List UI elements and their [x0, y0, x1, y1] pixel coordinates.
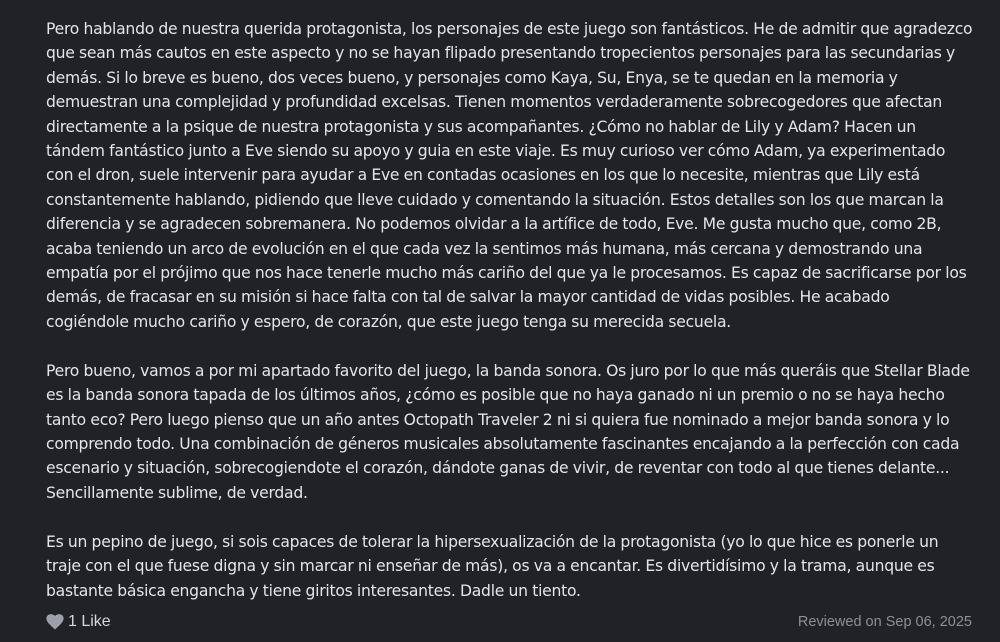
review-footer: [46, 610, 972, 634]
review-paragraph: Pero bueno, vamos a por mi apartado favorito del juego, la banda sonora. Os juro por lo que más queráis que Stellar Blade es la banda sonora tapada de los últimos años, ¿cómo es posible que no haya ganado ni un premio o no se haya hecho tanto eco? Pero luego pienso que un año antes Octopath Traveler 2 ni si quiera fue nominado a mejor banda sonora y lo comprendo todo. Una combinación de géneros musicales absolutamente fascinantes encajando a la perfección con cada escenario y situación, sobrecogiendote el corazón, dándote ganas de vivir, de reventar con todo al que tienes delante... Sencillamente sublime, de verdad.: [46, 361, 970, 502]
like-count: 1 Like: [68, 613, 111, 630]
review-body: [46, 17, 976, 603]
like-button[interactable]: [46, 613, 111, 631]
review-paragraph: Es un pepino de juego, si sois capaces de tolerar la hipersexualización de la protagonista (yo lo que hice es ponerle un traje con el que fuese digna y sin marcar ni enseñar de más), os va a encantar. Es divertidísimo y la trama, aunque es bastante básica engancha y tiene giritos interesantes. Dadle un tiento.: [46, 532, 939, 600]
heart-icon: [46, 614, 64, 630]
reviewed-date: Reviewed on Sep 06, 2025: [797, 614, 972, 630]
review-paragraph: Pero hablando de nuestra querida protagonista, los personajes de este juego son fantásticos. He de admitir que agradezco que sean más cautos en este aspecto y no se hayan flipado presentando tropecientos personajes para las secundarias y demás. Si lo breve es bueno, dos veces bueno, y personajes como Kaya, Su, Enya, se te quedan en la memoria y demuestran una complejidad y profundidad excelsas. Tienen momentos verdaderamente sobrecogedores que afectan directamente a la psique de nuestra protagonista y sus acompañantes. ¿Cómo no hablar de Lily y Adam? Hacen un tándem fantástico junto a Eve siendo su apoyo y guia en este viaje. Es muy curioso ver cómo Adam, ya experimentado con el dron, suele intervenir para ayudar a Eve en contadas ocasiones en los que lo necesite, mientras que Lily está constantemente hablando, pidiendo que lleve cuidado y comentando la situación. Estos detalles son los que marcan la diferencia y se agradecen sobremanera. No podemos olvidar a la artífice de todo, Eve. Me gusta mucho que, como 2B, acaba teniendo un arco de evolución en el que cada vez la sentimos más humana, más cercana y demostrando una empatía por el prójimo que nos hace tenerle mucho más cariño del que ya le procesamos. Es capaz de sacrificarse por los demás, de fracasar en su misión si hace falta con tal de salvar la mayor cantidad de vidas posibles. He acabado cogiéndole mucho cariño y espero, de corazón, que este juego tenga su merecida secuela.: [46, 20, 973, 331]
